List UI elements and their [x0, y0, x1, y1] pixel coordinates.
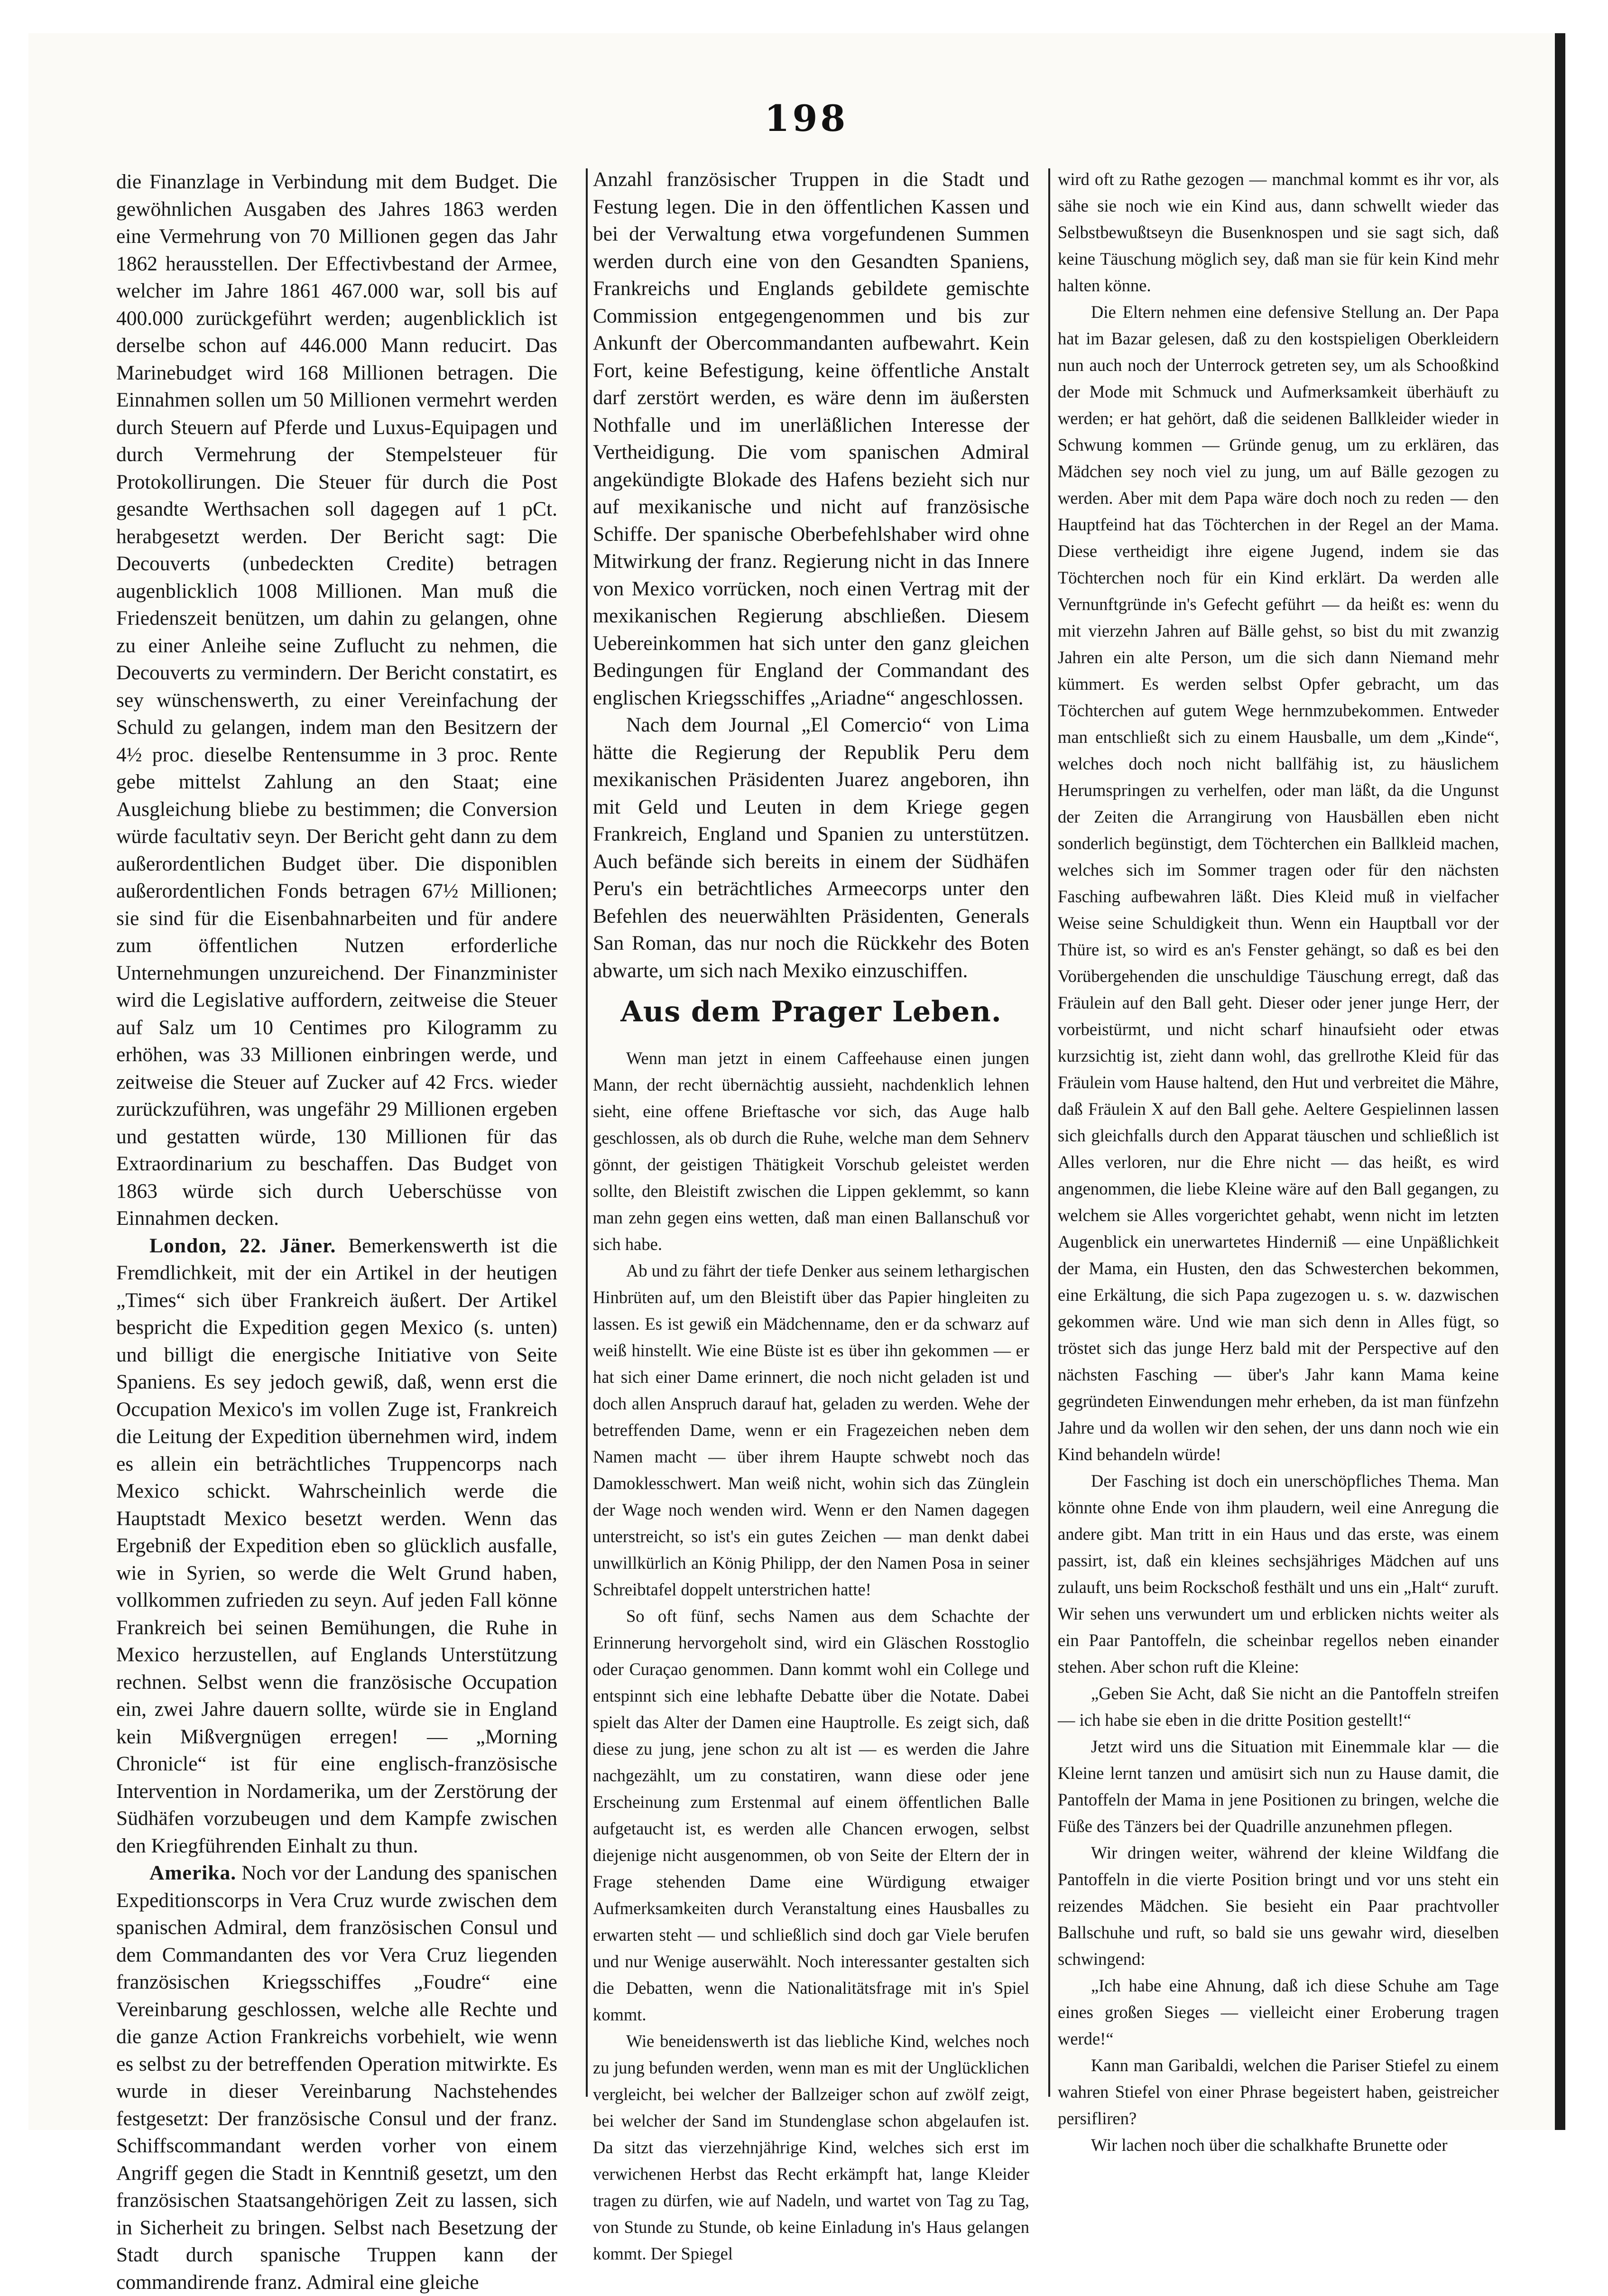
column-rule-left: [586, 168, 588, 2097]
column-3-paragraph: Jetzt wird uns die Situation mit Einemmale klar — die Kleine lernt tanzen und amüsirt sich nun zu Hause damit, die Pantoffeln der Mama in jene Positionen zu bringen, welche die Füße des Tänzers bei der Quadrille anzunehmen pflegen.: [1058, 1737, 1499, 1836]
column-2-paragraph: Nach dem Journal „El Comercio“ von Lima hätte die Regierung der Republik Peru dem mexikanischen Präsidenten Juarez angeboren, ihn mit Geld und Leuten in dem Kriege gegen Frankreich, England und Spanien zu unterstützen. Auch befände sich bereits in einem der Südhäfen Peru's ein beträchtliches Armeecorps unter den Befehlen des neuerwählten Präsidenten, Generals San Roman, das nur noch die Rückkehr des Boten abwarte, um sich nach Mexiko einzuschiffen.: [593, 713, 1029, 982]
column-rule-right: [1048, 168, 1050, 2097]
column-3-paragraph: Die Eltern nehmen eine defensive Stellung an. Der Papa hat im Bazar gelesen, daß zu den kostspieligen Oberkleidern nun auch noch der Unterrock getreten sey, um als Schooßkind der Mode mit Schmuck und Aufmerksamkeit überhäuft zu werden; er hat gehört, daß die seidenen Ballkleider wieder in Schwung kommen — Gründe genug, um zu erklären, das Mädchen sey noch viel zu jung, um auf Bälle gezogen zu werden. Aber mit dem Papa wäre doch noch zu reden — den Hauptfeind hat das Töchterchen in der Regel an der Mama. Diese vertheidigt ihre eigene Jugend, indem sie das Töchterchen noch für ein Kind erklärt. Da werden alle Vernunftgründe in's Gefecht geführt — da heißt es: wenn du mit vierzehn Jahren auf Bälle gehst, so bist du mit zwanzig Jahren ein alte Person, um die sich dann Niemand mehr kümmert. Es werden selbst Opfer gebracht, um das Töchterchen auf gutem Wege hernmzubekommen. Entweder man entschließt sich zu einem Hausballe, um dem „Kinde“, welches doch noch nicht ballfähig ist, zu häuslichem Herumspringen zu verhelfen, oder man läßt, da die Ungunst der Zeiten die Arrangirung von Hausbällen eben nicht sonderlich begünstigt, dem Töchterchen ein Ballkleid machen, welches sich im Sommer tragen oder für den nächsten Fasching aufbewahren läßt. Dies Kleid muß in vielfacher Weise seine Schuldigkeit thun. Wenn ein Hauptball vor der Thüre ist, so wird es an's Fenster gehängt, so daß es bei den Vorübergehenden die unschuldige Täuschung erregt, daß das Fräulein auf den Ball geht. Dieser oder jener junge Herr, der vorbeistürmt, und nicht scharf hinaufsieht oder etwas kurzsichtig ist, zieht dann wohl, das grellrothe Kleid für das Fräulein vom Hause haltend, den Hut und verbreitet die Mähre, daß Fräulein X auf den Ball gehe. Aeltere Gespielinnen lassen sich gleichfalls durch den Apparat täuschen und schließlich ist Alles verloren, nur die Ehre nicht — das heißt, es wird angenommen, die liebe Kleine wäre auf den Ball gegangen, zu welchem sie Alles vorgerichtet gehabt, wenn nicht im letzten Augenblick ein unerwartetes Hinderniß — eine Unpäßlichkeit der Mama, ein Husten, den das Schwesterchen bekommen, eine Erkältung, die sich Papa zugezogen u. s. w. dazwischen gekommen wäre. Und wie man sich denn in Alles fügt, so tröstet sich das junge Herz bald mit der Perspective auf den nächsten Fasching — über's Jahr kann Mama keine gegründeten Einwendungen mehr erheben, da ist man fünfzehn Jahre und da wollen wir den sehen, der uns dann noch wie ein Kind behandeln würde!: [1058, 302, 1499, 1464]
amerika-report-text: Noch vor der Landung des spanischen Expeditionscorps in Vera Cruz wurde zwischen dem spanischen Admiral, dem französischen Consul und dem Commandanten des vor Vera Cruz liegenden französischen Kriegsschiffes „Foudre“ eine Vereinbarung geschlossen, welche alle Rechte und die ganze Action Frankreichs vorbehielt, wie wenn es selbst zu der betreffenden Operation mitwirkte. Es wurde in dieser Vereinbarung Nachstehendes festgesetzt: Der französische Consul und der franz. Schiffscommandant werden vorher von einem Angriff gegen die Stadt in Kenntniß gesetzt, um den französischen Staatsangehörigen Zeit zu lassen, sich in Sicherheit zu bringen. Selbst nach Besetzung der Stadt durch spanische Truppen kann der commandirende franz. Admiral eine gleiche: [116, 1861, 558, 2294]
page-number: 198: [764, 97, 849, 139]
column-2-paragraph: Anzahl französischer Truppen in die Stadt und Festung legen. Die in den öffentlichen Kassen und bei der Verwaltung etwa vorgefundenen Summen werden durch eine von den Gesandten Spaniens, Frankreichs und Englands gebildete gemischte Commission entgegengenommen und bis zur Ankunft der Obercommandanten aufbewahrt. Kein Fort, keine Befestigung, keine öffentliche Anstalt darf zerstört werden, es wäre denn im äußersten Nothfalle und im unerläßlichen Interesse der Vertheidigung. Die vom spanischen Admiral angekündigte Blokade des Hafens bezieht sich nur auf mexikanische und nicht auf französische Schiffe. Der spanische Oberbefehlshaber wird ohne Mitwirkung der franz. Regierung nicht in das Innere von Mexico vorrücken, noch einen Vertrag mit der mexikanischen Regierung abschließen. Diesem Uebereinkommen hat sich unter den ganz gleichen Bedingungen für England der Commandant des englischen Kriegsschiffes „Ariadne“ angeschlossen.: [593, 168, 1029, 709]
column-3-paragraph: Der Fasching ist doch ein unerschöpfliches Thema. Man könnte ohne Ende von ihm plaudern, weil eine Anregung die andere gibt. Man tritt in ein Haus und das erste, was einem passirt, ist, daß ein kleines sechsjähriges Mädchen auf uns zulauft, uns beim Rockschoß festhält und uns ein „Halt“ zuruft. Wir sehen uns verwundert um und erblicken nichts weiter als ein Paar Pantoffeln, die scheinbar regellos neben einander stehen. Aber schon ruft die Kleine:: [1058, 1471, 1499, 1676]
column-3-paragraph: Kann man Garibaldi, welchen die Pariser Stiefel zu einem wahren Stiefel von einer Phrase begeistert haben, geistreicher persifliren?: [1058, 2055, 1499, 2128]
dateline-london: London, 22. Jäner.: [149, 1234, 336, 1257]
column-3: [1058, 166, 1499, 2155]
feuilleton-body: [593, 1045, 1029, 2267]
feuilleton-paragraph: Wie beneidenswerth ist das liebliche Kind, welches noch zu jung befunden werden, wenn man es mit der Unglücklichen vergleicht, bei welcher der Ballzeiger schon auf zwölf zeigt, bei welcher der Sand im Stundenglase schon abgelaufen ist. Da sitzt das vierzehnjährige Kind, welches sich erst im verwichenen Herbst das Recht erkämpft hat, lange Kleider tragen zu dürfen, wie auf Nadeln, und wartet von Tag zu Tag, von Stunde zu Stunde, ob keine Einladung in's Haus gelangen kommt. Der Spiegel: [593, 2031, 1029, 2263]
column-3-paragraph: „Geben Sie Acht, daß Sie nicht an die Pantoffeln streifen — ich habe sie eben in die dritte Position gestellt!“: [1058, 1684, 1499, 1730]
section-head-amerika: Amerika.: [149, 1861, 237, 1884]
column-3-paragraph: Wir dringen weiter, während der kleine Wildfang die Pantoffeln in die vierte Position bringt und vor uns steht ein reizendes Mädchen. Sie besieht ein Paar prachtvoller Ballschuhe und ruft, so bald sie uns gewahr wird, dieselben schwingend:: [1058, 1843, 1499, 1969]
column-3-paragraph: Wir lachen noch über die schalkhafte Brunette oder: [1091, 2135, 1448, 2155]
column-1-paragraph: [116, 1860, 557, 2296]
london-report-text: Bemerkenswerth ist die Fremdlichkeit, mit der ein Artikel in der heutigen „Times“ sich über Frankreich äußert. Der Artikel bespricht die Expedition gegen Mexico (s. unten) und billigt die energische Initiative von Seite Spaniens. Es sey jedoch gewiß, daß, wenn erst die Occupation Mexico's im vollen Zuge ist, Frankreich die Leitung der Expedition übernehmen wird, indem es allein ein beträchtliches Truppencorps nach Mexico schickt. Wahrscheinlich werde die Hauptstadt Mexico besetzt werden. Wenn das Ergebniß der Expedition eben so glücklich ausfalle, wie in Syrien, so werde die Welt Grund haben, vollkommen zufrieden zu seyn. Auf jeden Fall könne Frankreich bei seinen Bemühungen, die Ruhe in Mexico herzustellen, auf Englands Unterstützung rechnen. Selbst wenn die französische Occupation ein, zwei Jahre dauern sollte, würde sie in England kein Mißvergnügen erregen! — „Morning Chronicle“ ist für eine englisch-französische Intervention in Nordamerika, um der Zerstörung der Südhäfen vorzubeugen und dem Kampfe zwischen den Kriegführenden Einhalt zu thun.: [116, 1234, 558, 1857]
feuilleton-paragraph: Ab und zu fährt der tiefe Denker aus seinem lethargischen Hinbrüten auf, um den Bleistift über das Papier hingleiten zu lassen. Es ist gewiß ein Mädchenname, den er da schwarz auf weiß hinstellt. Wie eine Büste ist es über ihn gekommen — er hat sich einer Dame erinnert, die noch nicht geladen ist und doch allen Anspruch darauf hat, geladen zu werden. Wehe der betreffenden Dame, wenn er ein Fragezeichen neben dem Namen macht — über ihrem Haupte schwebt noch das Damoklesschwert. Man weiß nicht, wohin sich das Zünglein der Wage noch wenden wird. Wenn er den Namen dagegen unterstreicht, so ist's ein gutes Zeichen — man denkt dabei unwillkürlich an König Philipp, der den Namen Posa in seiner Schreibtafel doppelt unterstrichen hatte!: [593, 1260, 1029, 1599]
feuilleton-paragraph: So oft fünf, sechs Namen aus dem Schachte der Erinnerung hervorgeholt sind, wird ein Gläschen Rosstoglio oder Curaçao genommen. Dann kommt wohl ein College und entspinnt sich eine lebhafte Debatte über die Notate. Dabei spielt das Alter der Damen eine Hauptrolle. Es zeigt sich, daß diese zu jung, jene schon zu alt ist — es werden die Jahre nachgezählt, um zu constatiren, wann diese oder jene Erscheinung zum Erstenmal auf einem öffentlichen Balle aufgetaucht ist, es werden alle Chancen erwogen, selbst diejenige nicht ausgenommen, ob von Seite der Eltern der in Frage stehenden Dame eine Würdigung etwaiger Aufmerksamkeiten durch Veranstaltung eines Hausballes zu erwarten steht — und schließlich sind doch gar Viele berufen und nur Wenige auserwählt. Noch interessanter gestalten sich die Debatten, wenn die Nationalitätsfrage mit in's Spiel kommt.: [593, 1606, 1029, 2024]
feuilleton-paragraph: Wenn man jetzt in einem Caffeehause einen jungen Mann, der recht übernächtig aussieht, nachdenklich lehnen sieht, eine offene Brieftasche vor sich, das Auge halb geschlossen, als ob durch die Ruhe, welche man dem Sehnerv gönnt, der geistigen Thätigkeit Vorschub geleistet werden sollte, den Bleistift zwischen die Lippen geklemmt, so kann man zehn gegen eins wetten, daß man einen Ballanschuß vor sich habe.: [593, 1048, 1029, 1254]
column-2: [593, 166, 1029, 2263]
column-1-paragraph: [116, 1232, 557, 1860]
column-1-paragraph: die Finanzlage in Verbindung mit dem Budget. Die gewöhnlichen Ausgaben des Jahres 1863 werden eine Vermehrung von 70 Millionen gegen das Jahr 1862 herausstellen. Der Effectivbestand der Armee, welcher im Jahre 1861 467.000 war, soll bis auf 400.000 zurückgeführt werden; augenblicklich ist derselbe schon auf 446.000 Mann reducirt. Das Marinebudget wird 168 Millionen betragen. Die Einnahmen sollen um 50 Millionen vermehrt werden durch Steuern auf Pferde und Luxus-Equipagen und durch Vermehrung der Stempelsteuer für Protokollirungen. Die Steuer für durch die Post gesandte Werthsachen soll dagegen auf 1 pCt. herabgesetzt werden. Der Bericht sagt: Die Decouverts (unbedeckten Credite) betragen augenblicklich 1008 Millionen. Man muß die Friedenszeit benützen, um dahin zu gelangen, ohne zu einer Anleihe seine Zuflucht zu nehmen, die Decouverts zu vermindern. Der Bericht constatirt, es sey wünschenswerth, zu einer Vereinfachung der Schuld zu gelangen, indem man den Besitzern der 4½ proc. dieselbe Rentensumme in 3 proc. Rente gebe mittelst Zahlung an den Staat; eine Ausgleichung bliebe zu bestimmen; die Conversion würde facultativ seyn. Der Bericht geht dann zu dem außerordentlichen Budget über. Die disponiblen außerordentlichen Fonds betragen 67½ Millionen; sie sind für die Eisenbahnarbeiten und für andere zum öffentlichen Nutzen erforderliche Unternehmungen unzureichend. Der Finanzminister wird die Legislative auffordern, zeitweise die Steuer auf Salz um 10 Centimes pro Kilogramm zu erhöhen, was 33 Millionen einbringen werde, und zeitweise die Steuer auf Zucker auf 42 Frcs. wieder zurückzuführen, was ungefähr 29 Millionen ergeben und gestatten würde, 130 Millionen für das Extraordinarium zu beschaffen. Das Budget von 1863 würde sich durch Ueberschüsse von Einnahmen decken.: [116, 170, 557, 1230]
column-3-paragraph: „Ich habe eine Ahnung, daß ich diese Schuhe am Tage eines großen Sieges — vielleicht einer Eroberung tragen werde!“: [1058, 1976, 1499, 2048]
column-1: [116, 168, 558, 2294]
article-heading: Aus dem Prager Leben.: [620, 995, 1002, 1028]
column-3-paragraph: wird oft zu Rathe gezogen — manchmal kommt es ihr vor, als sähe sie noch wie ein Kind aus, dann schwellt wieder das Selbstbewußtseyn die Busenknospen und sie sagt sich, daß keine Täuschung möglich sey, daß man sie für kein Kind mehr halten könne.: [1058, 169, 1499, 295]
